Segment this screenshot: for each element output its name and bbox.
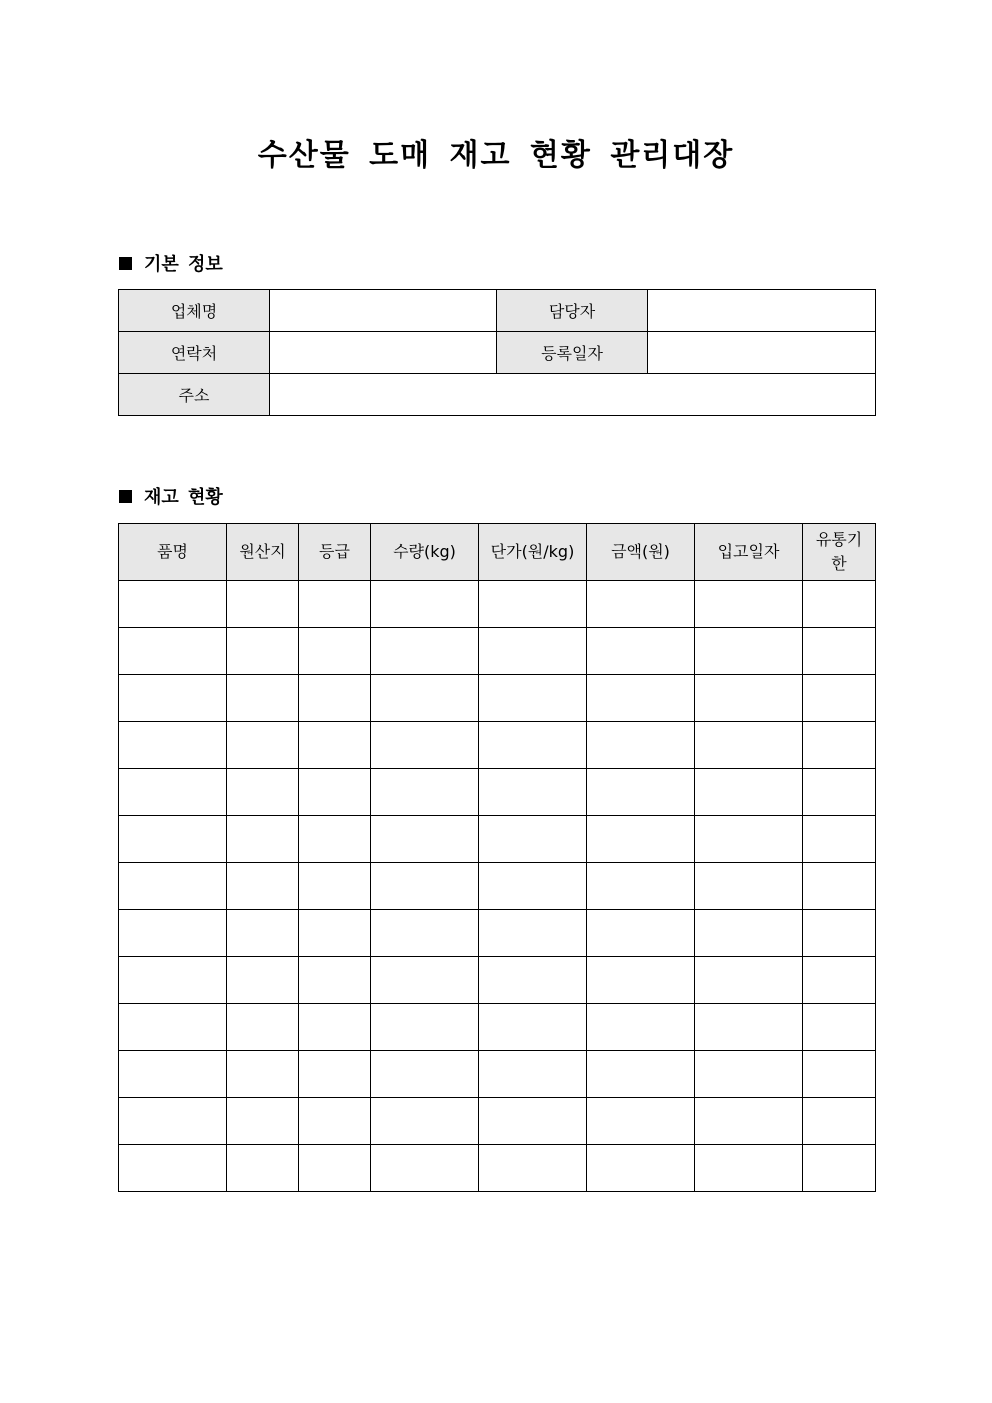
table-cell[interactable]	[479, 722, 587, 769]
table-cell[interactable]	[119, 675, 227, 722]
table-cell[interactable]	[479, 1145, 587, 1192]
table-cell[interactable]	[227, 581, 299, 628]
basic-info-row	[119, 374, 876, 416]
table-row	[119, 628, 876, 675]
table-cell[interactable]	[119, 628, 227, 675]
table-row	[119, 1004, 876, 1051]
table-cell[interactable]	[803, 816, 876, 863]
col-header-quantity: 수량(kg)	[371, 524, 479, 581]
contact-field[interactable]	[270, 332, 497, 374]
table-cell[interactable]	[587, 769, 695, 816]
table-cell[interactable]	[299, 816, 371, 863]
reg-date-label: 등록일자	[497, 332, 648, 374]
table-cell[interactable]	[119, 1145, 227, 1192]
table-cell[interactable]	[479, 1051, 587, 1098]
table-cell[interactable]	[371, 1051, 479, 1098]
manager-field[interactable]	[648, 290, 876, 332]
table-cell[interactable]	[299, 910, 371, 957]
basic-info-heading	[119, 252, 223, 278]
table-cell[interactable]	[695, 769, 803, 816]
table-cell[interactable]	[479, 957, 587, 1004]
table-cell[interactable]	[227, 1145, 299, 1192]
col-header-amount: 금액(원)	[587, 524, 695, 581]
table-cell[interactable]	[803, 628, 876, 675]
col-header-unit-price: 단가(원/kg)	[479, 524, 587, 581]
table-cell[interactable]	[803, 1145, 876, 1192]
table-cell[interactable]	[587, 1051, 695, 1098]
company-label: 업체명	[119, 290, 270, 332]
table-cell[interactable]	[587, 910, 695, 957]
table-cell[interactable]	[479, 628, 587, 675]
table-cell[interactable]	[227, 863, 299, 910]
stock-status-heading-text: 재고 현황	[144, 487, 223, 508]
table-cell[interactable]	[695, 957, 803, 1004]
table-cell[interactable]	[299, 675, 371, 722]
table-cell[interactable]	[371, 581, 479, 628]
table-cell[interactable]	[371, 675, 479, 722]
table-cell[interactable]	[227, 722, 299, 769]
table-cell[interactable]	[299, 863, 371, 910]
table-cell[interactable]	[227, 1098, 299, 1145]
address-field[interactable]	[270, 374, 876, 416]
table-cell[interactable]	[119, 769, 227, 816]
table-cell[interactable]	[299, 769, 371, 816]
table-cell[interactable]	[371, 1098, 479, 1145]
table-cell[interactable]	[371, 863, 479, 910]
table-cell[interactable]	[299, 628, 371, 675]
table-row	[119, 769, 876, 816]
col-header-expiry-date-text: 유통기한	[815, 530, 863, 573]
table-cell[interactable]	[227, 769, 299, 816]
table-cell[interactable]	[695, 628, 803, 675]
table-cell[interactable]	[587, 816, 695, 863]
table-row	[119, 816, 876, 863]
table-cell[interactable]	[695, 1051, 803, 1098]
table-cell[interactable]	[479, 581, 587, 628]
company-field[interactable]	[270, 290, 497, 332]
table-cell[interactable]	[227, 957, 299, 1004]
table-cell[interactable]	[479, 1098, 587, 1145]
table-cell[interactable]	[587, 675, 695, 722]
table-row	[119, 675, 876, 722]
table-cell[interactable]	[119, 1098, 227, 1145]
table-cell[interactable]	[227, 910, 299, 957]
table-cell[interactable]	[299, 1145, 371, 1192]
table-row	[119, 581, 876, 628]
table-cell[interactable]	[299, 581, 371, 628]
table-cell[interactable]	[587, 722, 695, 769]
table-row	[119, 863, 876, 910]
col-header-origin: 원산지	[227, 524, 299, 581]
col-header-item-name: 품명	[119, 524, 227, 581]
table-cell[interactable]	[803, 1051, 876, 1098]
table-cell[interactable]	[587, 957, 695, 1004]
table-cell[interactable]	[587, 1004, 695, 1051]
table-cell[interactable]	[479, 769, 587, 816]
table-row	[119, 1145, 876, 1192]
table-cell[interactable]	[587, 863, 695, 910]
table-cell[interactable]	[803, 581, 876, 628]
basic-info-row	[119, 290, 876, 332]
col-header-receipt-date: 입고일자	[695, 524, 803, 581]
table-cell[interactable]	[371, 628, 479, 675]
address-label: 주소	[119, 374, 270, 416]
table-cell[interactable]	[695, 1004, 803, 1051]
table-cell[interactable]	[119, 863, 227, 910]
table-row	[119, 1051, 876, 1098]
table-cell[interactable]	[695, 722, 803, 769]
table-cell[interactable]	[119, 816, 227, 863]
basic-info-heading-text: 기본 정보	[144, 254, 223, 275]
table-cell[interactable]	[371, 910, 479, 957]
table-cell[interactable]	[479, 863, 587, 910]
table-cell[interactable]	[479, 1004, 587, 1051]
table-cell[interactable]	[299, 1051, 371, 1098]
table-cell[interactable]	[119, 1051, 227, 1098]
table-cell[interactable]	[803, 769, 876, 816]
table-cell[interactable]	[479, 816, 587, 863]
table-cell[interactable]	[695, 1145, 803, 1192]
table-row	[119, 910, 876, 957]
table-cell[interactable]	[119, 957, 227, 1004]
square-bullet-icon	[119, 490, 132, 503]
basic-info-row	[119, 332, 876, 374]
table-row	[119, 957, 876, 1004]
table-cell[interactable]	[371, 722, 479, 769]
table-row	[119, 722, 876, 769]
table-cell[interactable]	[587, 628, 695, 675]
table-cell[interactable]	[695, 863, 803, 910]
stock-table-body	[119, 581, 876, 1192]
table-cell[interactable]	[587, 581, 695, 628]
table-row	[119, 1098, 876, 1145]
stock-header-row	[119, 524, 876, 581]
table-cell[interactable]	[299, 1004, 371, 1051]
reg-date-field[interactable]	[648, 332, 876, 374]
table-cell[interactable]	[695, 675, 803, 722]
col-header-grade: 등급	[299, 524, 371, 581]
table-cell[interactable]	[371, 769, 479, 816]
table-cell[interactable]	[299, 957, 371, 1004]
table-cell[interactable]	[803, 957, 876, 1004]
table-cell[interactable]	[299, 1098, 371, 1145]
table-cell[interactable]	[119, 581, 227, 628]
table-cell[interactable]	[371, 1145, 479, 1192]
table-cell[interactable]	[695, 1098, 803, 1145]
table-cell[interactable]	[119, 1004, 227, 1051]
contact-label: 연락처	[119, 332, 270, 374]
page-title: 수산물 도매 재고 현황 관리대장	[257, 138, 735, 173]
table-cell[interactable]	[227, 628, 299, 675]
col-header-expiry-date	[803, 524, 876, 581]
basic-info-table	[118, 289, 876, 416]
table-cell[interactable]	[695, 910, 803, 957]
table-cell[interactable]	[803, 675, 876, 722]
table-cell[interactable]	[371, 1004, 479, 1051]
table-cell[interactable]	[695, 581, 803, 628]
table-cell[interactable]	[371, 957, 479, 1004]
table-cell[interactable]	[119, 910, 227, 957]
table-cell[interactable]	[227, 1051, 299, 1098]
stock-status-heading	[119, 485, 223, 511]
table-cell[interactable]	[299, 722, 371, 769]
table-cell[interactable]	[119, 722, 227, 769]
table-cell[interactable]	[227, 675, 299, 722]
table-cell[interactable]	[227, 1004, 299, 1051]
square-bullet-icon	[119, 257, 132, 270]
table-cell[interactable]	[803, 722, 876, 769]
table-cell[interactable]	[695, 816, 803, 863]
table-cell[interactable]	[479, 675, 587, 722]
table-cell[interactable]	[227, 816, 299, 863]
table-cell[interactable]	[587, 1145, 695, 1192]
table-cell[interactable]	[803, 1004, 876, 1051]
table-cell[interactable]	[803, 863, 876, 910]
table-cell[interactable]	[587, 1098, 695, 1145]
table-cell[interactable]	[803, 910, 876, 957]
manager-label: 담당자	[497, 290, 648, 332]
table-cell[interactable]	[803, 1098, 876, 1145]
table-cell[interactable]	[371, 816, 479, 863]
table-cell[interactable]	[479, 910, 587, 957]
stock-table	[118, 523, 876, 1192]
